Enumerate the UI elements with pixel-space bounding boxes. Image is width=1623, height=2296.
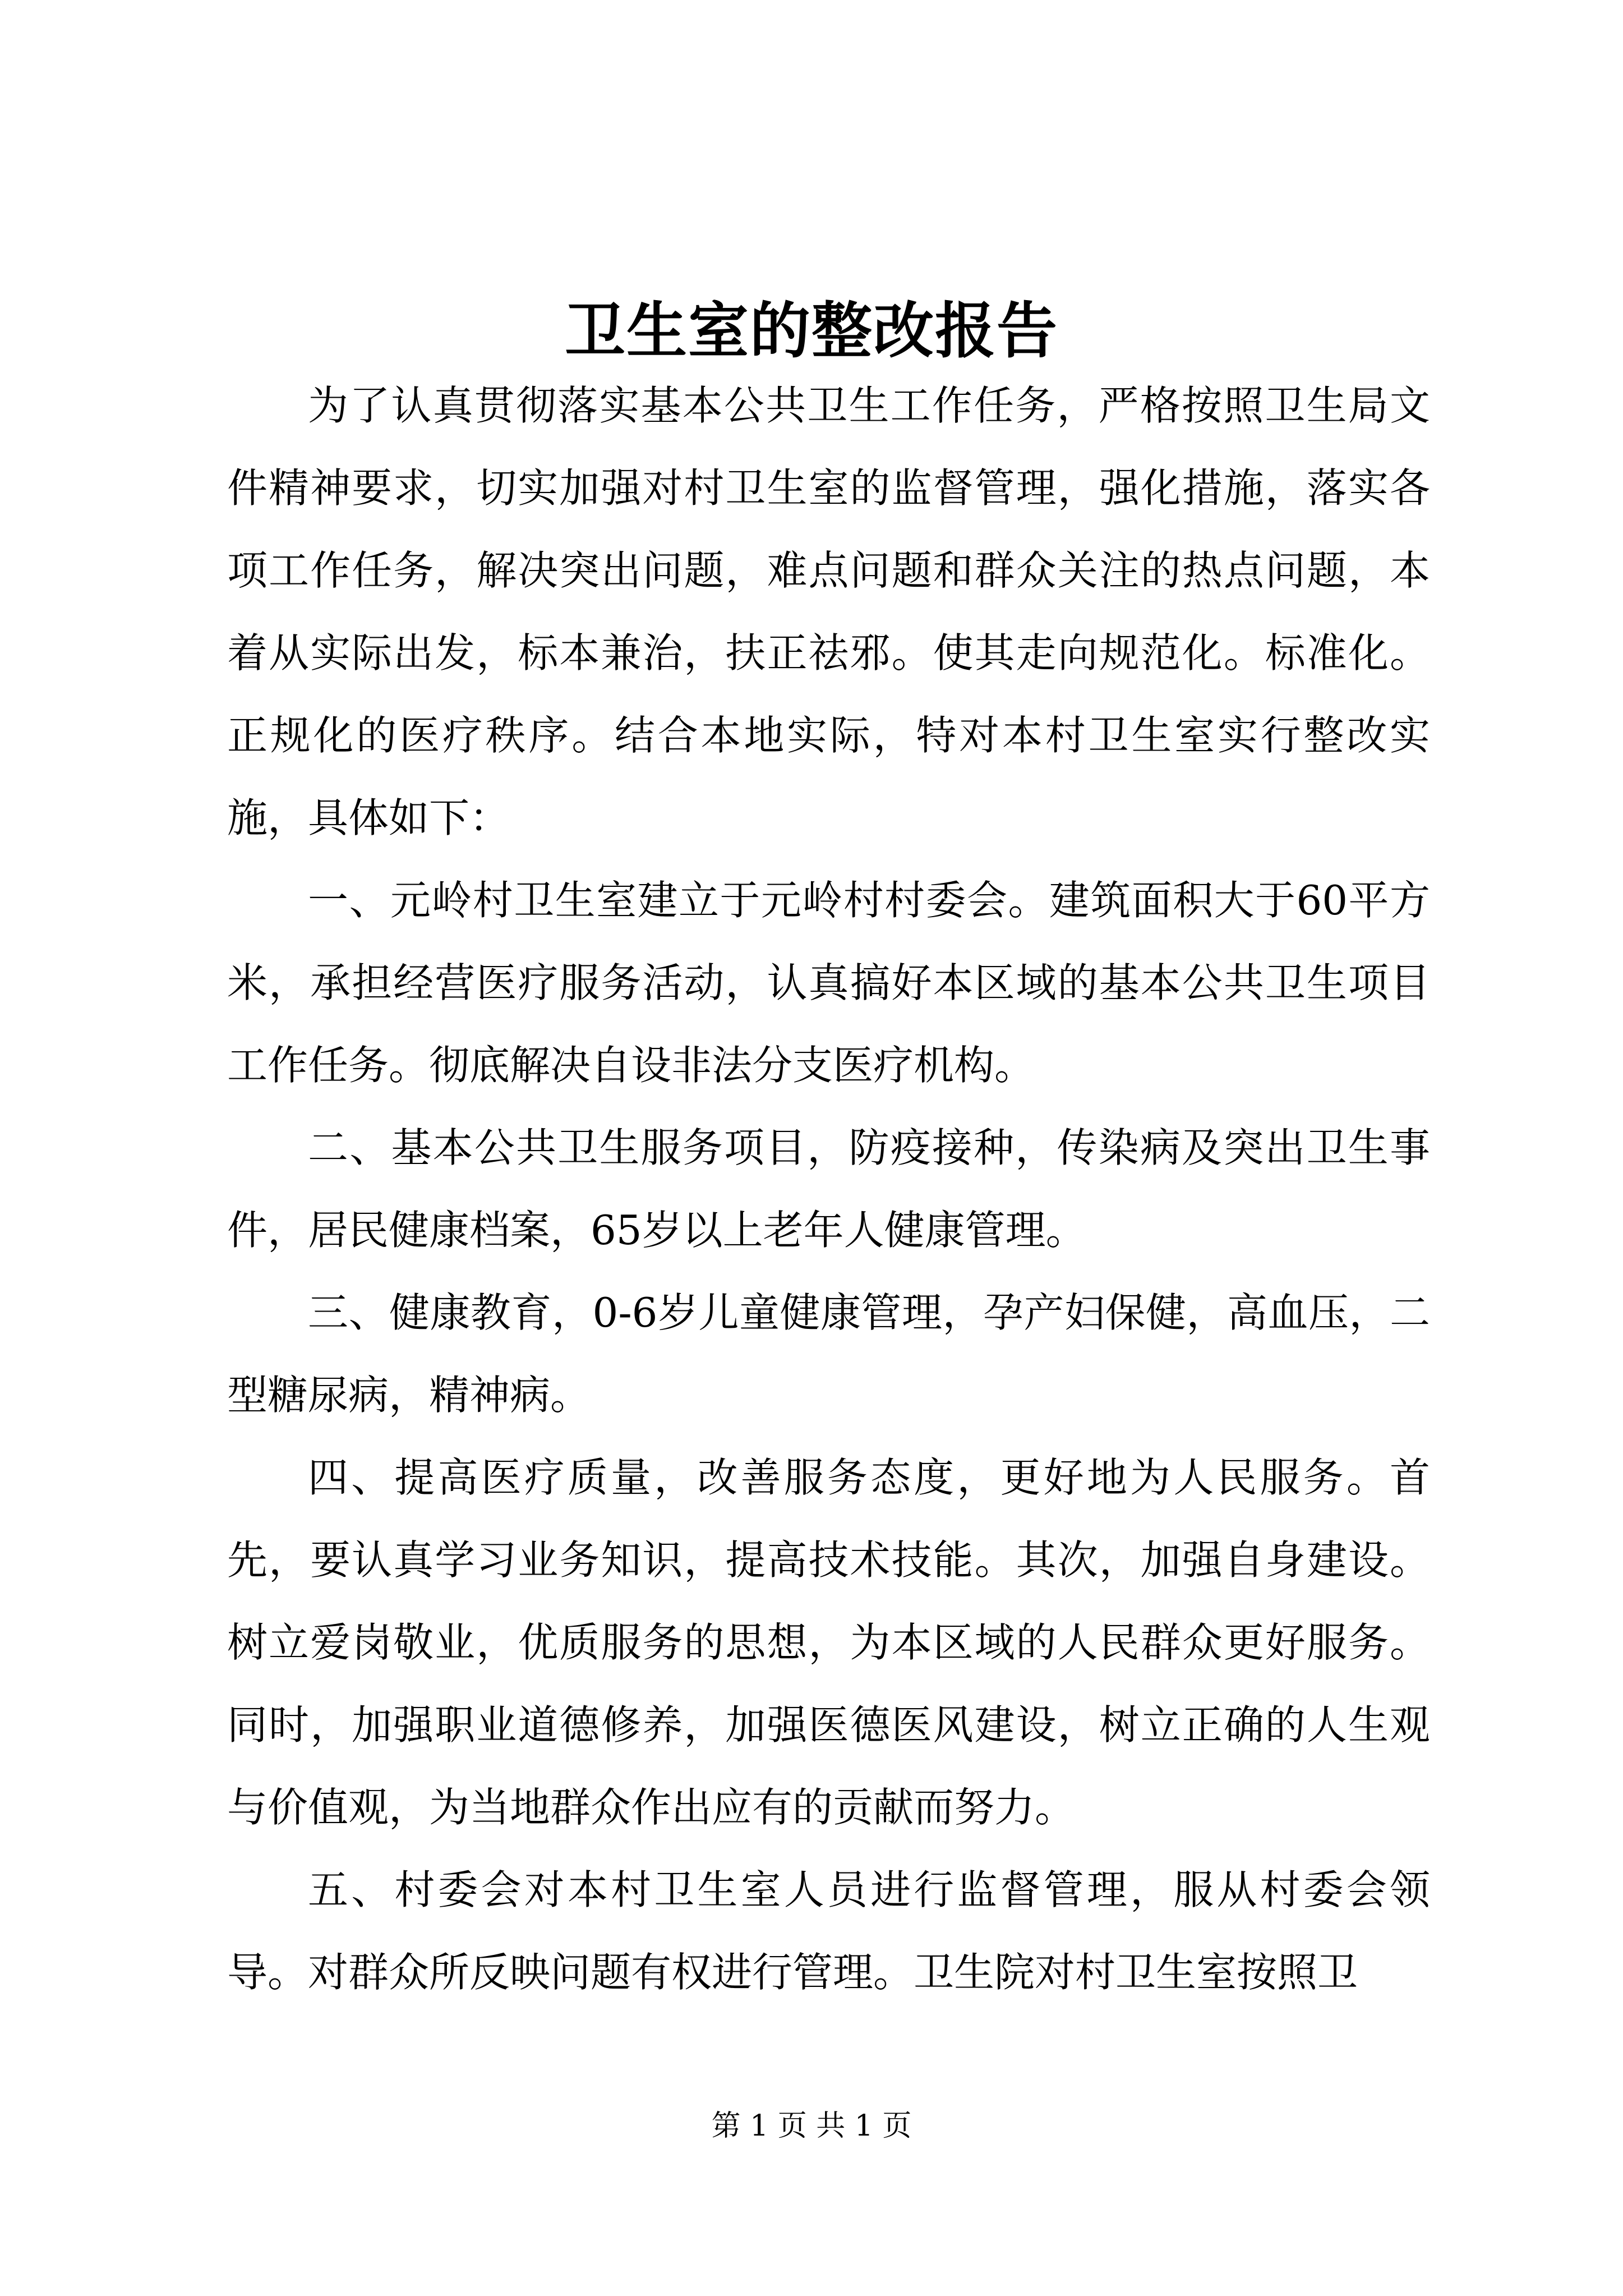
paragraph-item-1: 一、元岭村卫生室建立于元岭村村委会。建筑面积大于60平方米，承担经营医疗服务活动，认真搞好本区域的基本公共卫生项目工作任务。彻底解决自设非法分支医疗机构。 [227,877,1430,1089]
paragraph-item-3: 三、健康教育，0-6岁儿童健康管理，孕产妇保健，高血压，二型糖尿病，精神病。 [227,1289,1430,1419]
page-number-footer: 第 1 页 共 1 页 [711,2109,912,2143]
paragraph-item-4: 四、提高医疗质量，改善服务态度，更好地为人民服务。首先，要认真学习业务知识，提高技术技能。其次，加强自身建设。树立爱岗敬业，优质服务的思想，为本区域的人民群众更好服务。同时，加强职业道德修养，加强医德医风建设，树立正确的人生观与价值观，为当地群众作出应有的贡献而努力。 [227,1454,1430,1831]
document-body [227,365,1430,2014]
document-title: 卫生室的整改报告 [564,296,1058,366]
paragraph-item-5: 五、村委会对本村卫生室人员进行监督管理，服从村委会领导。对群众所反映问题有权进行管理。卫生院对村卫生室按照卫 [227,1866,1430,1996]
paragraph-intro: 为了认真贯彻落实基本公共卫生工作任务，严格按照卫生局文件精神要求，切实加强对村卫生室的监督管理，强化措施，落实各项工作任务，解决突出问题，难点问题和群众关注的热点问题，本着从实际出发，标本兼治，扶正祛邪。使其走向规范化。标准化。正规化的医疗秩序。结合本地实际，特对本村卫生室实行整改实施，具体如下： [227,382,1430,841]
paragraph-item-2: 二、基本公共卫生服务项目，防疫接种，传染病及突出卫生事件，居民健康档案，65岁以上老年人健康管理。 [227,1124,1430,1254]
